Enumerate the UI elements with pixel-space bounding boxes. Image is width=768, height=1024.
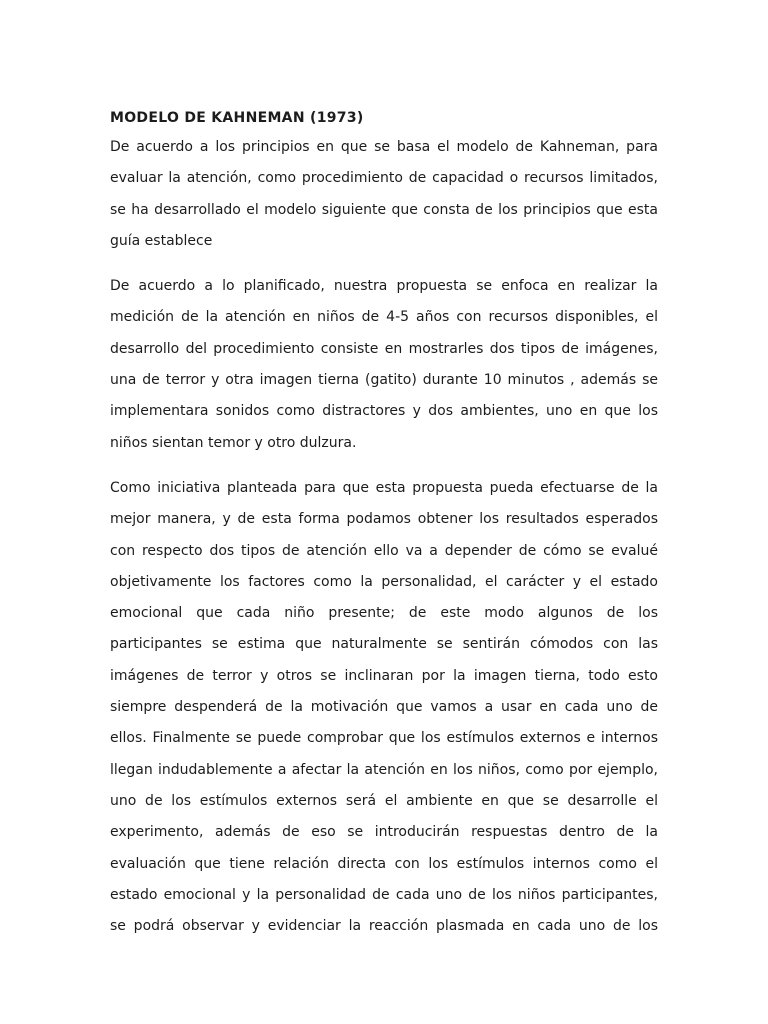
paragraph-line: guía establece	[110, 232, 213, 249]
paragraph-line: se ha desarrollado el modelo siguiente que consta de los principios que esta	[110, 201, 658, 218]
paragraph-line: De acuerdo a los principios en que se basa el modelo de Kahneman, para	[110, 139, 658, 155]
paragraph-line: desarrollo del procedimiento consiste en mostrarles dos tipos de imágenes,	[110, 340, 658, 357]
paragraph-line: con respecto dos tipos de atención ello va a depender de cómo se evalué	[110, 542, 658, 559]
paragraph-line: objetivamente los factores como la personalidad, el carácter y el estado	[110, 573, 658, 590]
paragraph-line: De acuerdo a lo planificado, nuestra propuesta se enfoca en realizar la	[110, 278, 658, 295]
paragraph-line: imágenes de terror y otros se inclinaran por la imagen tierna, todo esto	[110, 667, 658, 684]
paragraph	[110, 132, 658, 257]
paragraph-line: Como iniciativa planteada para que esta propuesta pueda efectuarse de la	[110, 479, 658, 496]
paragraph-line: una de terror y otra imagen tierna (gatito) durante 10 minutos , además se	[110, 372, 658, 389]
paragraph-line: mejor manera, y de esta forma podamos obtener los resultados esperados	[110, 511, 658, 528]
paragraph-line: evaluar la atención, como procedimiento de capacidad o recursos limitados,	[110, 170, 658, 187]
paragraph-line: llegan indudablemente a afectar la atención en los niños, como por ejemplo,	[110, 761, 658, 778]
paragraph	[110, 473, 658, 942]
paragraph-line: emocional que cada niño presente; de este modo algunos de los	[110, 605, 658, 622]
paragraph-line: medición de la atención en niños de 4-5 años con recursos disponibles, el	[110, 309, 658, 326]
paragraph-line: evaluación que tiene relación directa con los estímulos internos como el	[110, 855, 658, 872]
document-body	[110, 132, 658, 942]
paragraph-line: experimento, además de eso se introducirán respuestas dentro de la	[110, 824, 658, 841]
paragraph-line: niños sientan temor y otro dulzura.	[110, 434, 357, 451]
paragraph-line: uno de los estímulos externos será el ambiente en que se desarrolle el	[110, 792, 658, 809]
paragraph-line: estado emocional y la personalidad de cada uno de los niños participantes,	[110, 886, 658, 903]
paragraph-line: implementara sonidos como distractores y dos ambientes, uno en que los	[110, 403, 658, 420]
document-title: MODELO DE KAHNEMAN (1973)	[110, 110, 364, 126]
paragraph	[110, 271, 658, 459]
document-page	[110, 106, 658, 956]
paragraph-line: ellos. Finalmente se puede comprobar que los estímulos externos e internos	[110, 730, 658, 747]
paragraph-line: se podrá observar y evidenciar la reacción plasmada en cada uno de los	[110, 918, 658, 935]
paragraph-line: participantes se estima que naturalmente se sentirán cómodos con las	[110, 636, 658, 653]
paragraph-line: siempre despenderá de la motivación que vamos a usar en cada uno de	[110, 699, 658, 716]
